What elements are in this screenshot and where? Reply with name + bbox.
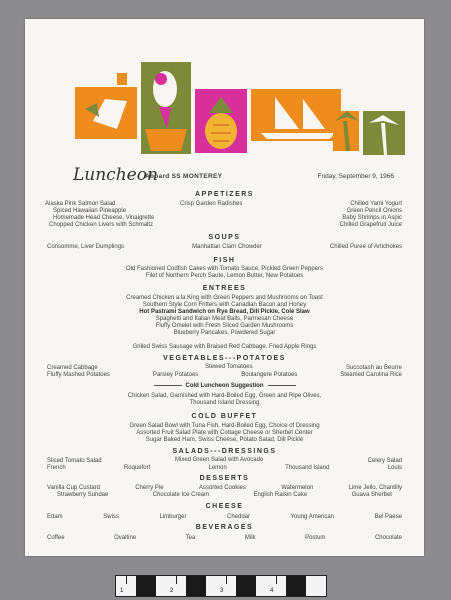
menu-item: Mixed Green Salad with Avocado (175, 457, 264, 463)
menu-item: Strawberry Sundae (57, 492, 109, 498)
menu-item: French (47, 465, 66, 471)
menu-item: Louis (387, 465, 402, 471)
menu-item: Chicken Salad, Garnished with Hard-Boiled Egg, Green and Ripe Olives, (127, 393, 322, 399)
menu-item: Green Salad Bowl with Tuna Fish, Hard-Boiled Egg, Choice of Dressing (129, 423, 320, 429)
section-heading: VEGETABLES---POTATOES (163, 355, 286, 362)
menu-item: Manhattan Clam Chowder (192, 244, 262, 250)
ruler-block (186, 576, 206, 596)
section-heading: SOUPS (208, 234, 241, 241)
menu-item: Creamed Cabbage (47, 365, 98, 371)
section-heading: FISH (213, 257, 236, 264)
menu-header (73, 165, 394, 189)
menu-item: Postum (305, 535, 326, 541)
menu-item: Southern Style Corn Fritters with Canadian Bacon and Honey (142, 302, 307, 308)
ruler-block (286, 576, 306, 596)
section-heading: ENTREES (202, 285, 247, 292)
menu-date: Friday, September 9, 1966 (317, 173, 394, 180)
menu-item: Spaghetti and Italian Meat Balls, Parmesan Cheese (155, 316, 294, 322)
section-heading: APPETIZERS (195, 191, 254, 198)
section-heading: CHEESE (205, 503, 244, 510)
menu-item: Ovaltine (114, 535, 137, 541)
scale-ruler (115, 575, 327, 597)
menu-item: Homemade Head Cheese, Vinaigrette (53, 215, 155, 221)
menu-item: Green Pencil Onions (346, 208, 402, 214)
menu-item: Spiced Hawaiian Pineapple (53, 208, 127, 214)
menu-item: Sliced Tomato Salad (47, 458, 102, 464)
menu-item: Celery Salad (367, 458, 402, 464)
divider (268, 385, 296, 386)
menu-item: Crisp Garden Radishes (180, 201, 243, 207)
suggestion-title: Cold Luncheon Suggestion (185, 383, 264, 389)
ruler-tick (276, 576, 277, 584)
menu-title: Luncheon (73, 165, 158, 185)
ruler-tick (176, 576, 177, 584)
menu-item: Assorted Cookies (198, 485, 246, 491)
menu-item: Chilled Yami Yogurt (350, 201, 402, 207)
menu-item: Alaska Pink Salmon Salad (45, 201, 116, 207)
menu-item: Cherry Pie (135, 485, 164, 491)
menu-item: Baby Shrimps in Aspic (342, 215, 402, 221)
menu-item: Consomme, Liver Dumplings (47, 244, 125, 250)
ship-name: Aboard SS MONTEREY (145, 173, 223, 180)
menu-item: Coffee (47, 535, 65, 541)
menu-item: Stewed Tomatoes (205, 364, 253, 370)
menu-item: Thousand Island (285, 465, 330, 471)
potatoes-row (47, 372, 402, 378)
menu-item: Fluffy Omelet with Fresh Sliced Garden Mushrooms (155, 323, 294, 329)
desserts-row-1 (47, 485, 402, 491)
menu-item: Cheddar (227, 514, 251, 520)
menu-item: Chopped Chicken Livers with Schmaltz (49, 222, 154, 228)
menu-item: Swiss (103, 514, 119, 520)
menu-page (25, 19, 424, 556)
dressings-row (47, 465, 402, 471)
menu-item: Steamed Carolina Rice (340, 372, 402, 378)
menu-item: Assorted Fruit Salad Plate with Cottage Cheese or Sherbet Center (136, 430, 313, 436)
menu-item: Chocolate (374, 535, 402, 541)
divider (154, 385, 182, 386)
menu-item: Parsley Potatoes (152, 372, 199, 378)
cheese-row (47, 514, 402, 520)
menu-item: Succotash au Beurre (345, 365, 402, 371)
section-heading: COLD BUFFET (191, 413, 258, 420)
ruler-label: 3 (220, 588, 224, 594)
menu-item: Sugar Baked Ham, Swiss Cheese, Potato Salad, Dill Pickle (145, 437, 304, 443)
menu-item: Filet of Northern Perch Saute, Lemon Butter, New Potatoes (145, 273, 304, 279)
menu-item: Roquefort (123, 465, 151, 471)
menu-item: Fluffy Mashed Potatoes (47, 372, 110, 378)
menu-item: Milk (244, 535, 256, 541)
menu-item: Young American (290, 514, 335, 520)
beverages-row (47, 535, 402, 541)
section-heading: SALADS---DRESSINGS (172, 448, 277, 455)
menu-item: Watermelon (281, 485, 314, 491)
ruler-tick (226, 576, 227, 584)
ruler-label: 2 (170, 588, 174, 594)
soups-row (47, 244, 402, 250)
ruler-label: 1 (120, 588, 124, 594)
menu-item: Chilled Grapefruit Juice (339, 222, 402, 228)
menu-item-featured: Hot Pastrami Sandwich on Rye Bread, Dill Pickle, Cole Slaw (139, 309, 310, 315)
ruler-label: 4 (270, 588, 274, 594)
tropical-illustration (75, 59, 405, 159)
ruler-block (136, 576, 156, 596)
menu-item: Lemon (208, 465, 227, 471)
section-heading: DESSERTS (199, 475, 250, 482)
menu-item: Chocolate Ice Cream (152, 492, 210, 498)
ruler-block (236, 576, 256, 596)
section-heading: BEVERAGES (195, 524, 254, 531)
menu-item: Creamed Chicken a la King with Green Peppers and Mushrooms on Toast (126, 295, 323, 301)
menu-item: Guava Sherbet (351, 492, 392, 498)
menu-item: Old Fashioned Codfish Cakes with Tomato Sauce, Pickled Green Peppers (126, 266, 323, 272)
menu-item: Grilled Swiss Sausage with Braised Red Cabbage, Fried Apple Rings (132, 344, 317, 350)
menu-item: Blueberry Pancakes, Powdered Sugar (173, 330, 276, 336)
menu-item: English Raisin Cake (253, 492, 308, 498)
menu-item: Thousand Island Dressing (189, 400, 260, 406)
menu-item: Lime Jello, Chantilly (348, 485, 402, 491)
menu-item: Bel Paese (374, 514, 402, 520)
ruler-tick (126, 576, 127, 584)
menu-item: Limburger (159, 514, 187, 520)
menu-item: Boulangere Potatoes (241, 372, 298, 378)
menu-item: Vanilla Cup Custard (47, 485, 100, 491)
menu-item: Tea (185, 535, 196, 541)
menu-item: Chilled Puree of Artichokes (329, 244, 402, 250)
desserts-row-2 (57, 492, 392, 498)
suggestion-heading (25, 383, 424, 390)
menu-item: Edam (47, 514, 63, 520)
